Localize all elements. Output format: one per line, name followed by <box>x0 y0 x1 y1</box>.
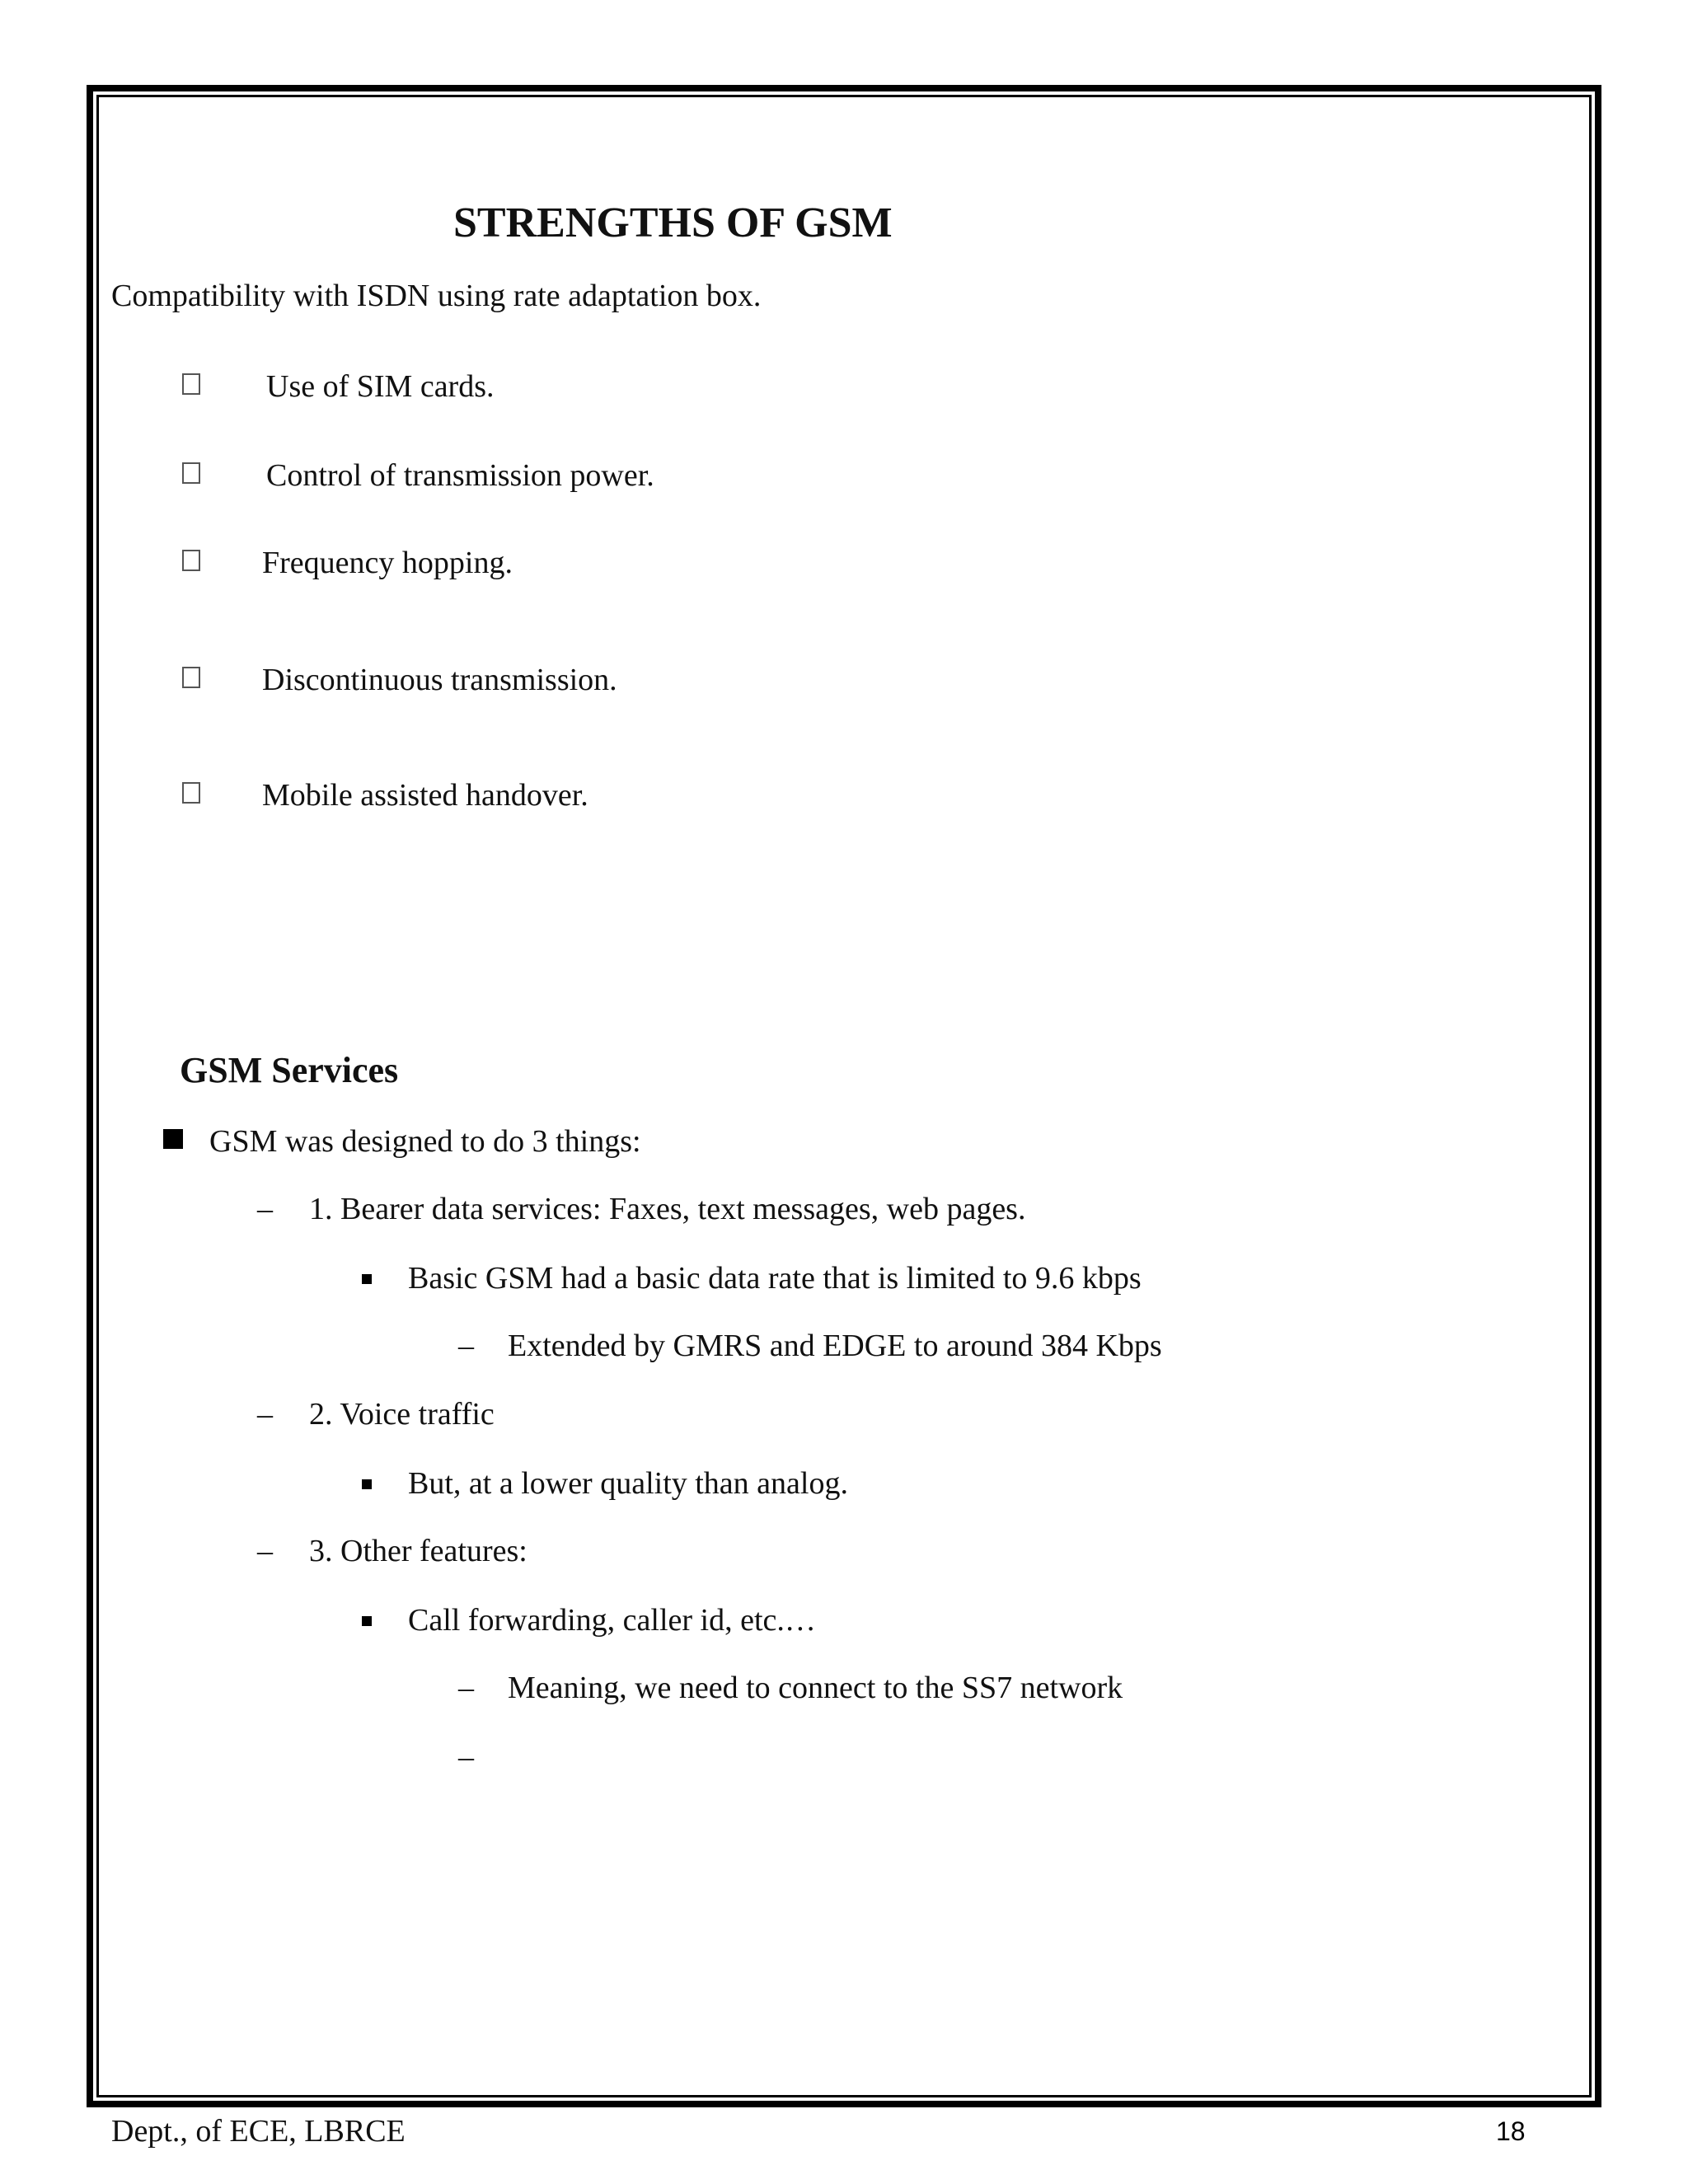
dash-bullet: – <box>257 1192 273 1226</box>
service-item-2: 2. Voice traffic <box>309 1397 495 1432</box>
intro-line: Compatibility with ISDN using rate adaptation box. <box>111 279 762 313</box>
dash-bullet: – <box>257 1397 273 1432</box>
page-title: STRENGTHS OF GSM <box>453 199 893 246</box>
service-item-1: 1. Bearer data services: Faxes, text messages, web pages. <box>309 1192 1026 1226</box>
dash-bullet: – <box>458 1671 474 1705</box>
checkbox-bullet-icon <box>182 782 200 804</box>
services-lead: GSM was designed to do 3 things: <box>209 1124 641 1159</box>
service-item-1-detail: Basic GSM had a basic data rate that is limited to 9.6 kbps <box>408 1261 1142 1296</box>
services-heading: GSM Services <box>180 1050 399 1090</box>
strength-item: Frequency hopping. <box>262 546 513 580</box>
service-item-1-subdetail: Extended by GMRS and EDGE to around 384 Kbps <box>508 1329 1162 1363</box>
page-number: 18 <box>1496 2116 1526 2146</box>
service-item-3-detail: Call forwarding, caller id, etc.… <box>408 1603 816 1638</box>
small-square-bullet-icon <box>362 1479 372 1489</box>
service-item-3-subdetail: Meaning, we need to connect to the SS7 network <box>508 1671 1123 1705</box>
strength-item: Control of transmission power. <box>266 458 654 493</box>
strength-item: Use of SIM cards. <box>266 369 495 404</box>
strength-item: Mobile assisted handover. <box>262 778 588 813</box>
service-item-3: 3. Other features: <box>309 1534 528 1568</box>
dash-bullet: – <box>257 1534 273 1568</box>
checkbox-bullet-icon <box>182 550 200 571</box>
footer-dept: Dept., of ECE, LBRCE <box>111 2114 406 2149</box>
dash-bullet: – <box>458 1740 474 1774</box>
strength-item: Discontinuous transmission. <box>262 663 617 697</box>
checkbox-bullet-icon <box>182 373 200 395</box>
small-square-bullet-icon <box>362 1616 372 1626</box>
service-item-2-detail: But, at a lower quality than analog. <box>408 1466 848 1501</box>
small-square-bullet-icon <box>362 1274 372 1284</box>
checkbox-bullet-icon <box>182 462 200 484</box>
dash-bullet: – <box>458 1329 474 1363</box>
checkbox-bullet-icon <box>182 667 200 688</box>
square-bullet-icon <box>163 1129 183 1149</box>
